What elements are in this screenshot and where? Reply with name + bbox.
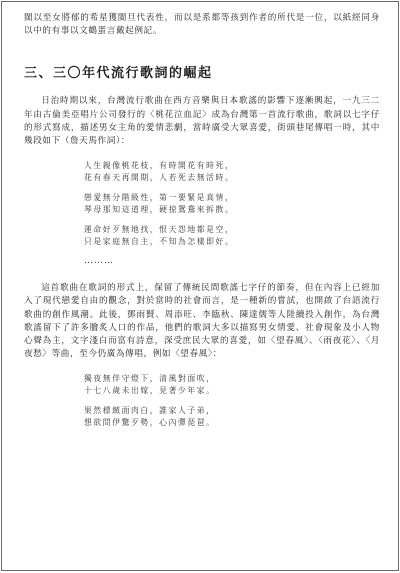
lyrics-line: 戀愛無分階級性，第一要緊是真情， [84,193,235,203]
lyrics-line: 想欲問伊驚歹勢，心內彈琵琶。 [84,417,216,427]
lyrics-line: 琴母那知這道理，硬掠鴛鴦來拆散。 [84,204,235,214]
section-paragraph-1: 日治時期以來，台灣流行歌曲在西方音樂與日本歌謠的影響下逐漸興起，一九三二年由古倫美亞唱片公司發行的〈桃花泣血記〉成為台灣第一首流行歌曲，歌詞以七字仔的形式寫成，描述男女主角的愛情悲劇，當時廣受大眾喜愛，街頭巷尾傳唱一時，其中幾段如下（詹天馬作詞）： [24,96,380,147]
lyrics-block-2 [84,373,380,428]
lyrics-stanza [84,224,380,247]
intro-paragraph: 閩以至女將郁的希星獲閩旦代表性，而以是系都等孩到作者的所代是一位，以紙經同身以中的有事以文鶴蛋言戴起例記。 [24,13,380,37]
lyrics-line: 十七八歲未出嫁，見著少年家。 [84,385,216,395]
section-heading: 三、三〇年代流行歌詞的崛起 [24,66,213,82]
section-paragraph-2: 這首歌曲在歌詞的形式上，保留了傳統民間歌謠七字仔的節奏，但在內容上已經加入了現代戀愛自由的觀念，對於當時的社會而言，是一種新的嘗試，也開啟了台語流行歌曲的創作風潮。此後，鄧雨賢、周添旺、李臨秋、陳達儒等人陸續投入創作，為台灣歌謠留下了許多膾炙人口的作品，他們的歌詞大多以描寫男女情愛、社會現象及小人物心聲為主，文字淺白而富有詩意，深受庶民大眾的喜愛，如〈望春風〉、〈雨夜花〉、〈月夜愁〉等曲，至今仍廣為傳唱，例如〈望春風〉： [24,283,380,360]
lyrics-line: 只是家庭無自主，不知為怎樣即好。 [84,236,235,246]
lyrics-line: 花有春天再開期，人若死去無活時。 [84,172,235,182]
document-page [1,1,399,571]
lyrics-stanza [84,160,380,183]
lyrics-stanza [84,405,380,428]
lyrics-stanza [84,373,380,396]
lyrics-ellipsis: ……… [84,256,114,267]
lyrics-line: 人生親像桃花枝，有時開花有時死， [84,161,235,171]
lyrics-block-1 [84,160,380,247]
lyrics-line: 果然標緻面肉白，誰家人子弟， [84,406,216,416]
lyrics-stanza [84,192,380,215]
lyrics-line: 獨夜無伴守燈下，清風對面吹， [84,374,216,384]
lyrics-line: 運命好歹無地找，恨天怨地都是空， [84,225,235,235]
